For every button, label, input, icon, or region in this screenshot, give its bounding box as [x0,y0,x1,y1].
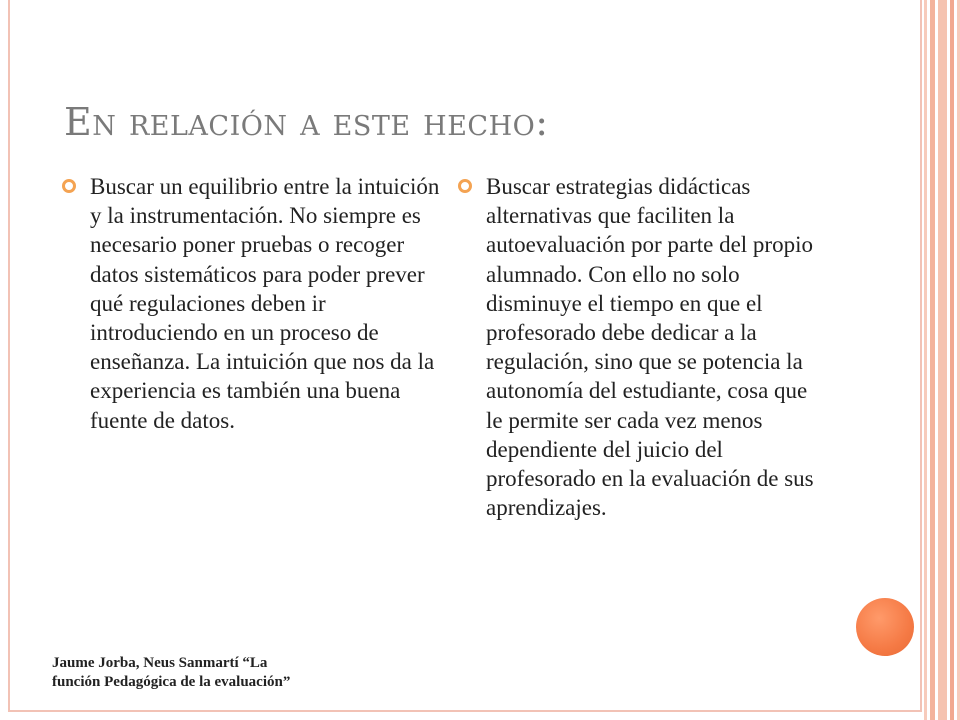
citation-line-2: función Pedagógica de la evaluación” [52,674,291,690]
decorative-circle [856,598,914,656]
bullet-item-left [62,172,442,435]
right-column [458,172,828,522]
stripe [950,0,954,720]
bullet-text-right: Buscar estrategias didácticas alternativas que faciliten la autoevaluación por parte del propio alumnado. Con ello no solo disminuye el tiempo en que el profesorado debe dedicar a la regulación, sino que se potencia la autonomía del estudiante, cosa que le permite ser cada vez menos dependiente del juicio del profesorado en la evaluación de sus aprendizajes. [486,174,814,521]
stripe [938,0,947,720]
bullet-icon [62,179,76,193]
stripe [930,0,935,720]
stripe [924,0,927,720]
decorative-stripes [924,0,960,720]
left-column [62,172,442,435]
bullet-item-right [458,172,828,522]
slide-title: En relación a este hecho: [64,100,549,144]
bullet-text-left: Buscar un equilibrio entre la intuición y la instrumentación. No siempre es necesario poner pruebas o recoger datos sistemáticos para poder prever qué regulaciones deben ir introduciendo en un proceso de enseñanza. La intuición que nos da la experiencia es también una buena fuente de datos. [90,174,440,433]
bullet-icon [458,179,472,193]
citation-line-1: Jaume Jorba, Neus Sanmartí “La [52,655,268,671]
citation [52,654,432,692]
